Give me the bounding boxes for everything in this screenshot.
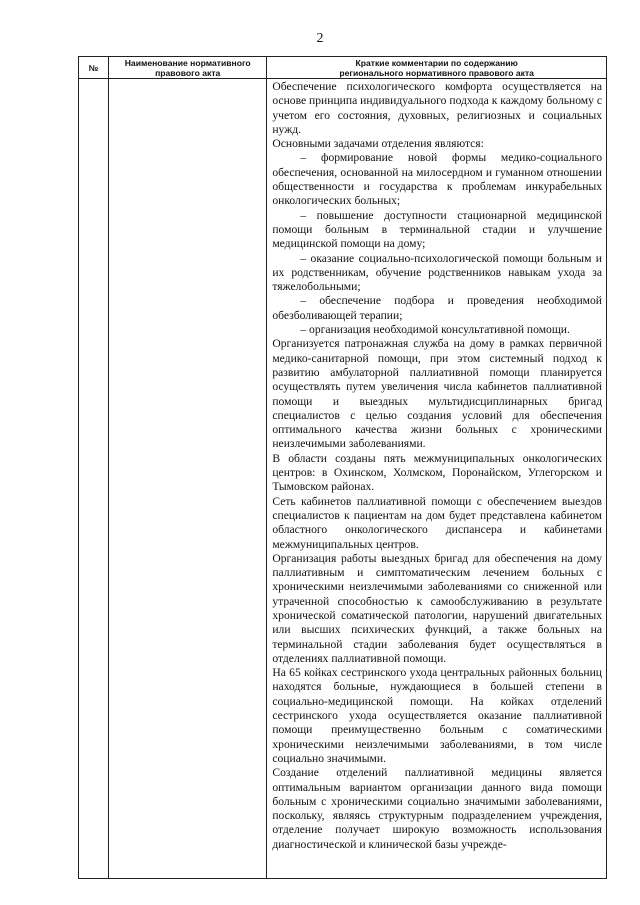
header-number: № [79, 57, 109, 79]
page-number: 2 [316, 31, 324, 46]
comment-paragraph: Организуется патронажная служба на дому в рамках первичной медико-санитарной помощи, при этом системный подход к развитию амбулаторной паллиативной помощи планируется осуществлять путем увеличения числа кабинетов паллиативной помощи и выездных мультидисциплинарных бригад специалистов с целью создания условий для обеспечения оптимального качества жизни больных с хроническими неизлечимыми заболеваниями. [272, 337, 602, 451]
comment-paragraph: Создание отделений паллиативной медицины является оптимальным вариантом организации данного вида помощи больным с хроническими социально значимыми заболеваниями, поскольку, являясь структурным подразделением учреждения, отделение получает широкую возможность использования диагностической и клинической базы учрежде- [272, 766, 602, 851]
header-act-name-line-2: правового акта [155, 67, 221, 78]
comment-paragraph: Организация работы выездных бригад для обеспечения на дому паллиативным и симптоматическим лечением больных с хроническими неизлечимыми заболеваниями со сниженной или утраченной способностью к самообслуживанию в результате хронической соматической патологии, нарушений двигательных или высших психических функций, а также больных на терминальной стадии заболевания будет осуществляться в отделениях паллиативной помощи. [272, 551, 602, 665]
cell-comments [267, 79, 607, 879]
task-bullet-item: – обеспечение подбора и проведения необходимой обезболивающей терапии; [272, 294, 602, 322]
comment-paragraph: Обеспечение психологического комфорта осуществляется на основе принципа индивидуального подхода к каждому больному с учетом его состояния, духовных, религиозных и социальных нужд. [272, 80, 602, 136]
header-act-name-line-1: Наименование нормативного [124, 57, 251, 68]
comment-paragraph: Сеть кабинетов паллиативной помощи с обеспечением выездов специалистов к пациентам на дом будет представлена кабинетом областного онкологического диспансера и кабинетами межмуниципальных центров. [272, 494, 602, 551]
task-bullet-item: – организация необходимой консультативной помощи. [300, 323, 570, 337]
cell-number [79, 79, 109, 879]
comment-paragraph: В области созданы пять межмуниципальных онкологических центров: в Охинском, Холмском, Поронайском, Углегорском и Тымовском районах. [272, 451, 602, 494]
table-row [79, 79, 607, 879]
comment-paragraph: Основными задачами отделения являются: [272, 137, 484, 151]
task-bullet-item: – формирование новой формы медико-социального обеспечения, основанной на милосердном и гуманном отношении общественности и государства к проблемам инкурабельных онкологических больных; [272, 151, 602, 208]
task-bullet-item: – оказание социально-психологической помощи больным и их родственникам, обучение родственников навыкам ухода за тяжелобольными; [272, 251, 602, 294]
regulatory-acts-table [78, 56, 607, 879]
cell-act-name [109, 79, 267, 879]
table-header-row [79, 57, 607, 79]
comment-paragraph: На 65 койках сестринского ухода центральных районных больниц находятся больные, нуждающиеся в большей степени в социально-медицинской помощи. На койках отделений сестринского ухода осуществляется оказание паллиативной помощи преимущественно больным с соматическими хроническими неизлечимыми заболеваниями, в том числе социально значимыми. [272, 666, 602, 765]
task-bullet-item: – повышение доступности стационарной медицинской помощи больным в терминальной стадии и улучшение медицинской помощи на дому; [272, 208, 602, 251]
header-act-name [109, 57, 267, 79]
header-comments-line-1: Краткие комментарии по содержанию [355, 57, 518, 68]
header-comments-line-2: регионального нормативного правового акта [339, 67, 534, 78]
header-comments [267, 57, 607, 79]
